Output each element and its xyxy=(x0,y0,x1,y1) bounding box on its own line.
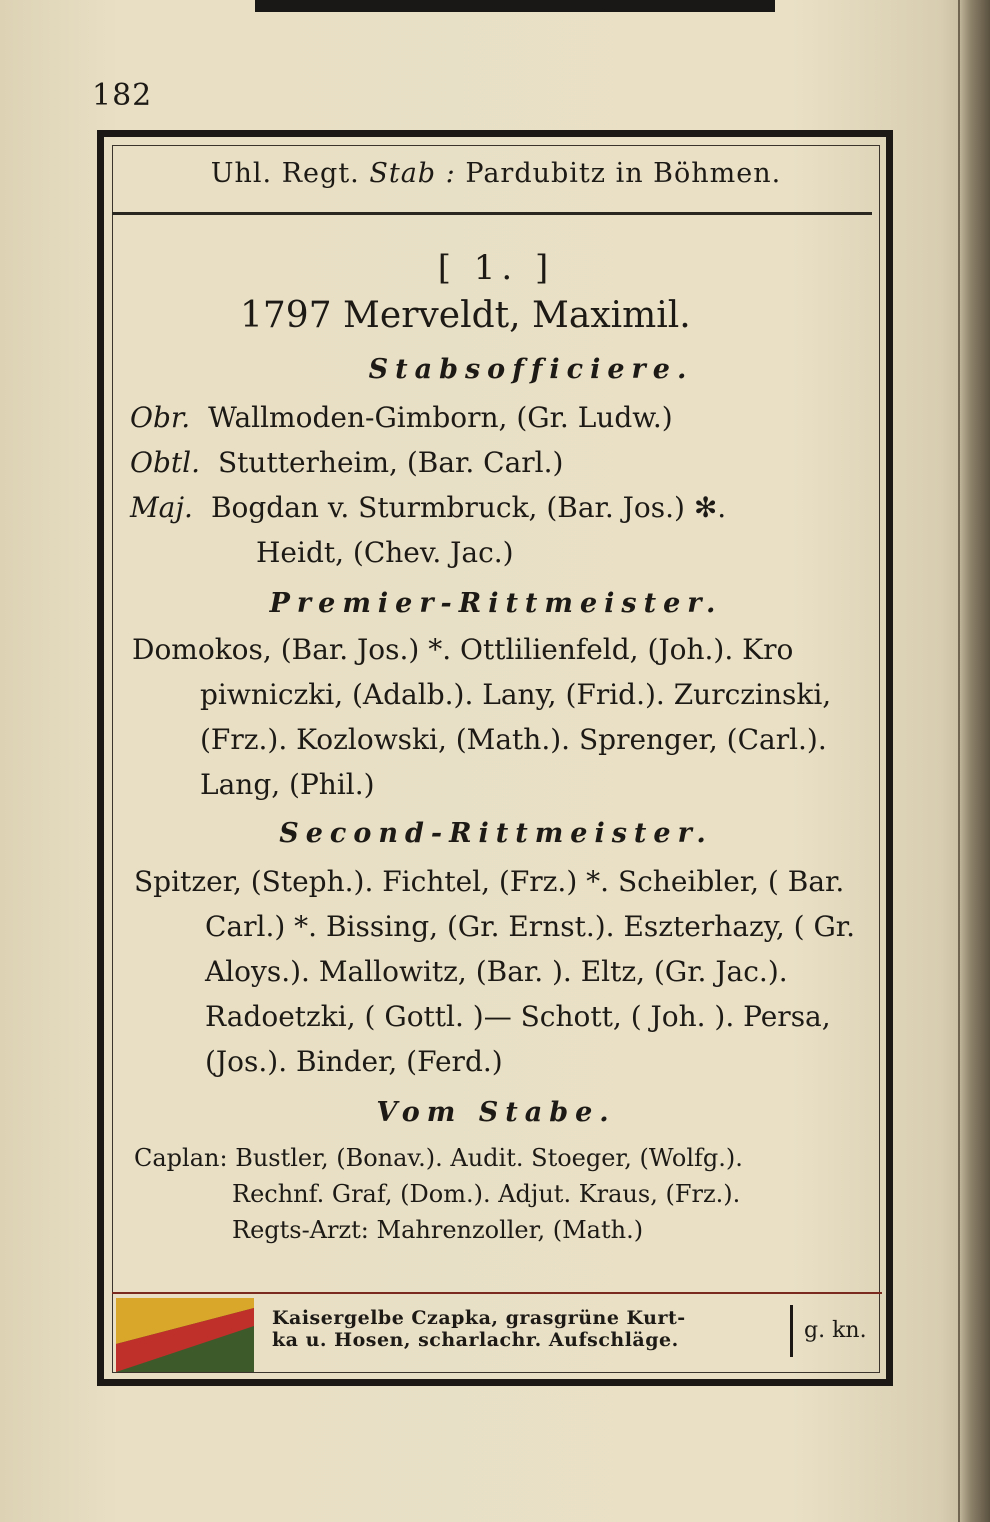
uniform-description xyxy=(272,1307,686,1351)
uniform-separator xyxy=(790,1305,793,1357)
officer-name: Bogdan v. Sturmbruck, (Bar. Jos.) ✻. xyxy=(210,491,727,524)
uniform-line: ka u. Hosen, scharlachr. Aufschläge. xyxy=(272,1329,679,1351)
page-number: 182 xyxy=(92,78,153,113)
spine-edge xyxy=(958,0,960,1522)
rank-label: Obr. xyxy=(130,401,191,434)
staff-officer-row xyxy=(130,401,673,434)
top-binding-bar xyxy=(255,0,775,12)
rank-label: Maj. xyxy=(130,491,193,524)
staff-officer-row xyxy=(256,536,514,569)
premier-line: Lang, (Phil.) xyxy=(200,768,375,801)
regiment-header xyxy=(112,158,880,189)
officer-name: Stutterheim, (Bar. Carl.) xyxy=(218,446,564,479)
stabe-line: Caplan: Bustler, (Bonav.). Audit. Stoeger, (Wolfg.). xyxy=(134,1144,743,1172)
second-line: Aloys.). Mallowitz, (Bar. ). Eltz, (Gr. Jac.). xyxy=(205,955,788,988)
header-divider xyxy=(112,212,872,215)
rank-label: Obtl. xyxy=(130,446,200,479)
colonel-owner: 1797 Merveldt, Maximil. xyxy=(240,295,691,336)
premier-line: Domokos, (Bar. Jos.) *. Ottlilienfeld, (Joh.). Kro xyxy=(132,633,794,666)
second-line: Carl.) *. Bissing, (Gr. Ernst.). Eszterhazy, ( Gr. xyxy=(205,910,856,943)
second-line: (Jos.). Binder, (Ferd.) xyxy=(205,1045,503,1078)
second-line: Spitzer, (Steph.). Fichtel, (Frz.) *. Scheibler, ( Bar. xyxy=(134,865,845,898)
officer-name: Wallmoden-Gimborn, (Gr. Ludw.) xyxy=(208,401,673,434)
stabe-line: Regts-Arzt: Mahrenzoller, (Math.) xyxy=(232,1216,644,1244)
staff-officer-row xyxy=(130,491,727,524)
uniform-divider xyxy=(112,1292,882,1294)
uniform-line: Kaisergelbe Czapka, grasgrüne Kurt- xyxy=(272,1307,686,1329)
premier-line: piwniczki, (Adalb.). Lany, (Frid.). Zurczinski, xyxy=(200,678,832,711)
second-line: Radoetzki, ( Gottl. )— Schott, ( Joh. ). Persa, xyxy=(205,1000,831,1033)
stab-label: Stab : xyxy=(369,158,456,189)
uniform-color-swatch xyxy=(116,1298,254,1372)
button-color: g. kn. xyxy=(804,1318,867,1343)
section-stabsofficiere: Stabsofficiere. xyxy=(368,354,694,385)
regiment-type: Uhl. Regt. xyxy=(210,158,360,189)
section-premier-rittmeister: Premier-Rittmeister. xyxy=(269,588,723,619)
officer-name: Heidt, (Chev. Jac.) xyxy=(256,536,514,569)
stabe-line: Rechnf. Graf, (Dom.). Adjut. Kraus, (Frz.). xyxy=(232,1180,741,1208)
garrison-location: Pardubitz in Böhmen. xyxy=(465,158,782,189)
section-second-rittmeister: Second-Rittmeister. xyxy=(279,818,713,849)
premier-line: (Frz.). Kozlowski, (Math.). Sprenger, (Carl.). xyxy=(200,723,827,756)
book-spine xyxy=(958,0,990,1522)
section-vom-stabe: Vom Stabe. xyxy=(376,1097,616,1128)
staff-officer-row xyxy=(130,446,564,479)
regiment-number: [ 1. ] xyxy=(437,248,555,288)
